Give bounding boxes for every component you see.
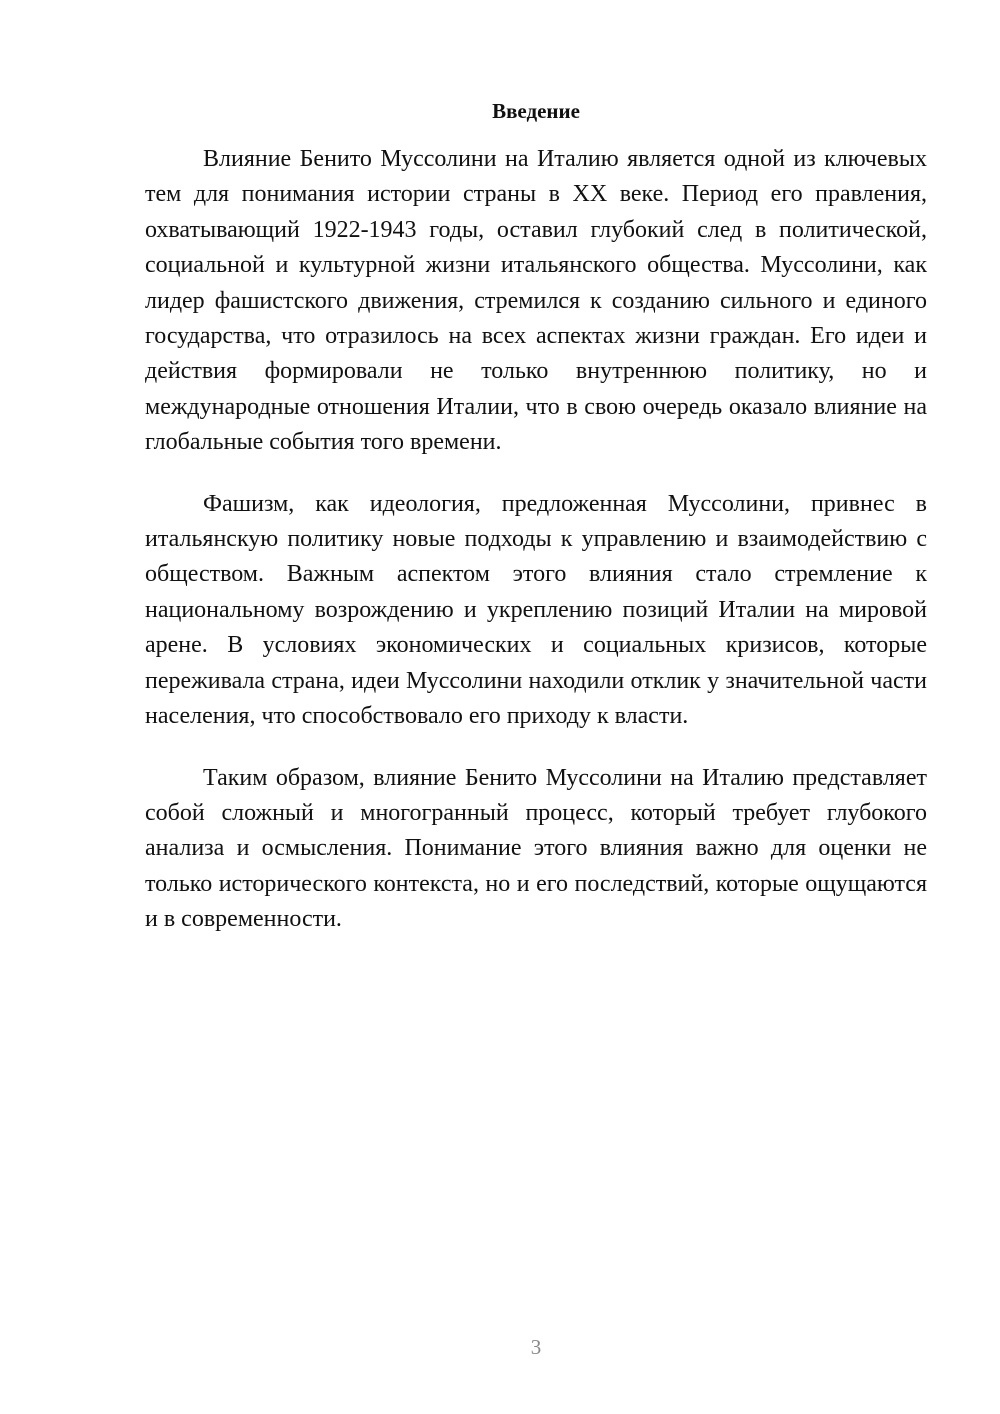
section-heading: Введение (492, 99, 580, 123)
paragraph-3: Таким образом, влияние Бенито Муссолини на Италию представляет собой сложный и многогранный процесс, который требует глубокого анализа и осмысления. Понимание этого влияния важно для оценки не только исторического контекста, но и его последствий, которые ощущаются и в современности. (145, 764, 927, 933)
body-text (145, 142, 927, 964)
paragraph-1: Влияние Бенито Муссолини на Италию является одной из ключевых тем для понимания истории страны в XX веке. Период его правления, охватывающий 1922-1943 годы, оставил глубокий след в политической, социальной и культурной жизни итальянского общества. Муссолини, как лидер фашистского движения, стремился к созданию сильного и единого государства, что отразилось на всех аспектах жизни граждан. Его идеи и действия формировали не только внутреннюю политику, но и международные отношения Италии, что в свою очередь оказало влияние на глобальные события того времени. (145, 146, 927, 456)
paragraph-2: Фашизм, как идеология, предложенная Муссолини, привнес в итальянскую политику новые подходы к управлению и взаимодействию с обществом. Важным аспектом этого влияния стало стремление к национальному возрождению и укреплению позиций Италии на мировой арене. В условиях экономических и социальных кризисов, которые переживала страна, идеи Муссолини находили отклик у значительной части населения, что способствовало его приходу к власти. (145, 490, 927, 730)
page-number: 3 (530, 1335, 542, 1359)
